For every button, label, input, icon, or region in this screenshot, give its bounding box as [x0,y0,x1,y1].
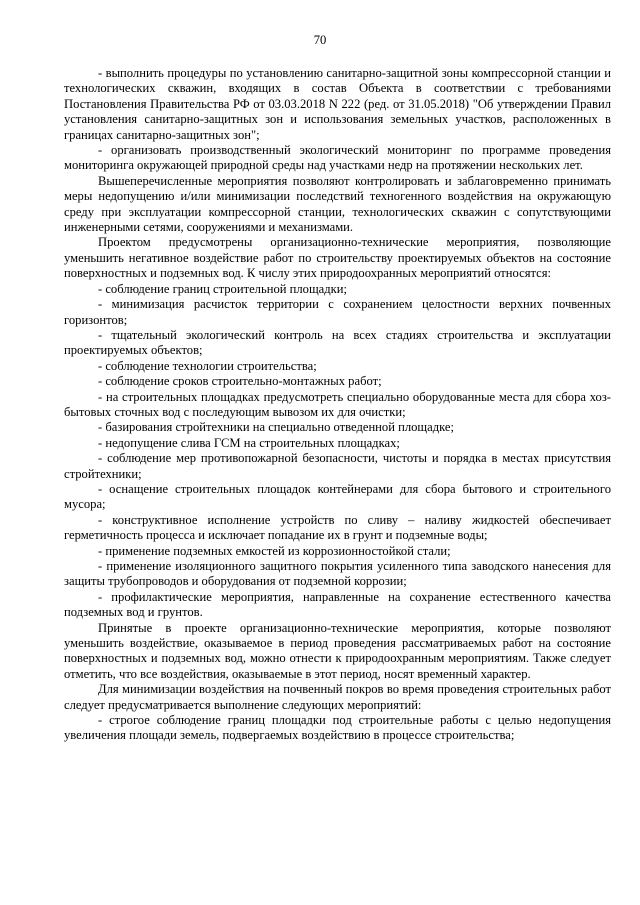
paragraph: Принятые в проекте организационно-технические мероприятия, которые позволяют уменьшить воздействие, оказываемое в период проведения рассматриваемых работ на состояние поверхностных и подземных вод, можно отнести к природоохранным мероприятиям. Также следует отметить, что все воздействия, оказываемые в этот период, носят временный характер. [64,620,611,681]
document-body [64,66,611,744]
list-item: - тщательный экологический контроль на всех стадиях строительства и эксплуатации проектируемых объектов; [64,327,611,358]
list-item: - соблюдение технологии строительства; [98,358,317,373]
list-item: - на строительных площадках предусмотреть специально оборудованные места для сбора хоз-бытовых сточных вод с последующим вывозом их для очистки; [64,389,611,419]
list-item: - минимизация расчисток территории с сохранением целостности верхних почвенных горизонтов; [64,297,611,327]
list-item: - конструктивное исполнение устройств по сливу – наливу жидкостей обеспечивает герметичность процесса и исключает попадание их в грунт и подземные воды; [64,512,611,543]
list-item: - оснащение строительных площадок контейнерами для сбора бытового и строительного мусора; [64,481,611,512]
list-item: - организовать производственный экологический мониторинг по программе проведения мониторинга окружающей природной среды над участками недр на протяжении нескольких лет. [64,143,611,173]
list-item: - базирования стройтехники на специально отведенной площадке; [98,420,455,435]
list-item: - строгое соблюдение границ площадки под строительные работы с целью недопущения увеличения площади земель, подвергаемых воздействию в процессе строительства; [64,713,611,743]
list-item: - выполнить процедуры по установлению санитарно-защитной зоны компрессорной станции и технологических скважин, входящих в состав Объекта в соответствии с требованиями Постановления Правительства РФ от 03.03.2018 N 222 (ред. от 31.05.2018) "Об утверждении Правил установления санитарно-защитных зон и использования земельных участков, расположенных в границах санитарно-защитных зон"; [64,66,611,142]
page-number: 70 [313,33,327,47]
list-item: - недопущение слива ГСМ на строительных площадках; [98,435,400,450]
list-item: - соблюдение сроков строительно-монтажных работ; [98,374,382,389]
list-item: - профилактические мероприятия, направленные на сохранение естественного качества подземных вод и грунтов. [64,589,611,620]
list-item: - применение подземных емкостей из коррозионностойкой стали; [98,543,451,558]
list-item: - соблюдение границ строительной площадки; [98,281,348,296]
paragraph: Вышеперечисленные мероприятия позволяют контролировать и заблаговременно принимать меры недопущению и/или минимизации последствий техногенного воздействия на окружающую среду при эксплуатации компрессорной станции, технологических скважин с сопутствующими инженерными сетями, сооружениями и механизмами. [64,173,611,235]
list-item: - применение изоляционного защитного покрытия усиленного типа заводского нанесения для защиты трубопроводов и оборудования от подземной коррозии; [64,559,611,589]
paragraph: Проектом предусмотрены организационно-технические мероприятия, позволяющие уменьшить негативное воздействие работ по строительству проектируемых объектов на состояние поверхностных и подземных вод. К числу этих природоохранных мероприятий относятся: [64,235,611,281]
paragraph: Для минимизации воздействия на почвенный покров во время проведения строительных работ следует предусматривается выполнение следующих мероприятий: [64,682,611,712]
list-item: - соблюдение мер противопожарной безопасности, чистоты и порядка в местах присутствия стройтехники; [64,451,611,481]
